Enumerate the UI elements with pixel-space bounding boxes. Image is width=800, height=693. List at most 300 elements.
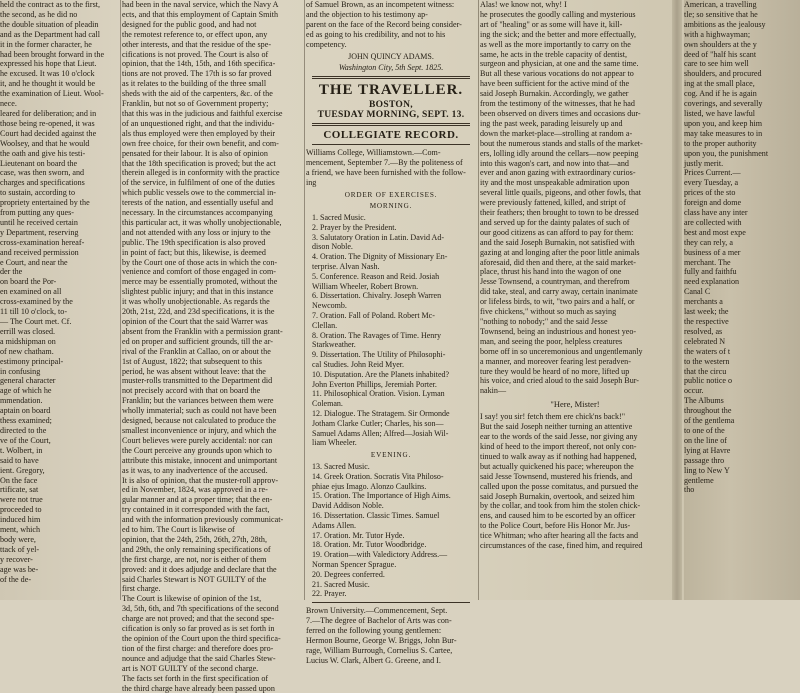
evening-exercises [306,462,476,599]
text-line: Court had decided against the [0,128,97,138]
text-line: as it relates to the building of the three small [122,79,267,89]
text-line: of new chatham. [0,346,54,356]
signature: JOHN QUINCY ADAMS. [348,51,434,61]
text-line: own shoulders at the y [684,39,757,49]
text-line: said to have [0,455,39,465]
text-line: y recover- [0,554,33,564]
police-court-text-continued [480,412,670,551]
text-line: The facts set forth in the first specification of [122,673,269,683]
text-line: 3. Salutatory Oration in Latin. David Ad- [312,232,444,242]
text-line: It is also of opinion, that the muster-roll approv- [122,475,279,485]
text-line: "nothing to nobody;" and the said Jesse [480,317,608,326]
text-line: merchants a [684,297,723,307]
text-line: thess examined; [0,416,52,426]
text-line: not precisely accord with that on board the [122,386,261,396]
masthead: THE TRAVELLER. [318,82,464,99]
text-line: Franklin, but not so of Government property; [122,99,269,109]
text-line: said Joseph Burnakin. Accordingly, we gather [480,89,629,99]
text-line: borne off in so unceremonious and ungentlemanly [480,346,643,356]
text-line: opinion of the Court that the said Warrer was [122,317,268,326]
court-martial-opinion-text [122,0,302,693]
text-line: had been brought forward in the [0,49,105,59]
text-line: parent on the face of the Record being consider- [306,19,462,29]
text-line: Jotham Clarke Cutler; Charles, his son— [312,418,444,428]
text-line: celebrated N [684,336,726,346]
text-line: But the said Joseph neither turning an attentive [480,422,633,432]
text-line: a friend, we have been furnished with the follow- [306,168,466,178]
text-line: the second, as he did no [0,9,78,19]
text-line: 16. Dissertation. Classic Times. Samuel [312,511,440,521]
text-line: Coleman. [312,399,343,409]
text-line: 13. Sacred Music. [312,462,370,472]
text-line: ed in November, 1824, was approved in a re- [122,485,268,495]
text-line: held the contract as to the first, [0,0,101,9]
text-line: phiae ejus Imago. Alonzo Caulkins. [312,481,427,491]
text-line: but actually quickened his pace; whereupon the [480,461,634,471]
text-line: induced him [0,515,41,525]
text-line: he excused. It was 10 o'clock [0,69,95,79]
page-fold [672,0,682,600]
text-line: down the market-place—strolling at random a- [480,128,633,138]
text-line: aforesaid, did then and there, at the said market- [480,257,636,267]
text-line: estimony principal- [0,356,64,366]
text-line: bout the numerous stands and stalls of the market- [480,138,643,148]
text-line: rival of the Franklin at Callao, on or about the [122,346,271,356]
column-1 [0,0,118,600]
text-line: have been sufficient for the active mind of the [480,79,630,89]
text-line: ing at the small place, [684,79,755,89]
text-line: leared for deliberation; and in [0,108,97,118]
text-line: competency. [306,39,347,49]
column-rule [478,0,479,600]
text-line: art is NOT GUILTY of the second charge. [122,663,259,673]
text-line: Lucius W. Clark, Albert G. Greene, and I. [306,655,441,665]
text-line: Franklin; but the variances between them were [122,396,274,406]
text-line: American, a travelling [684,0,757,9]
text-line: 9. Dissertation. The Utility of Philosophi- [312,350,446,360]
divider [312,76,470,79]
text-line: his voice, and cried aloud to the said Joseph Bur- [480,376,639,386]
column-5-text [684,0,800,495]
text-line: pensated for their labour. It is also of opinion [122,148,268,158]
text-line: 11 till 10 o'clock, to- [0,307,68,317]
text-line: tions are not proved. The 17th is so far proved [122,69,272,79]
text-line: ling to New Y [684,465,730,475]
text-line: it was wholly unobjectionable. As regards the [122,297,270,307]
text-line: errill was closed. [0,326,56,336]
text-line: they can rely, a [684,237,733,247]
text-line: or lifeless birds, to wit, "two pairs and a half, or [480,297,635,307]
evening-heading: EVENING. [370,451,412,460]
text-line: expressed his hope that Lieut. [0,59,97,69]
text-line: as well as the more importantly to carry on the [480,39,631,49]
text-line: fully and faithfu [684,267,737,277]
text-line: surgeon and physician, at one and the same time. [480,59,639,69]
text-line: to the Police Court, before His Honor Mr. Jus- [480,521,631,531]
text-line: age was be- [0,564,39,574]
text-line: proved: and it does adjudge and declare that the [122,564,277,574]
text-line: 5. Conference. Reason and Reid. Josiah [312,271,440,281]
text-line: to the proper authority [684,138,757,148]
text-line: ed to him. The Court is likewise of [122,525,235,535]
text-line: that the 18th specification is proved; but the act [122,158,276,168]
text-line: the remotest reference to, or effect upon, any [122,29,268,39]
text-line: cross-examined by the [0,297,73,307]
text-line: Jesse Townsend, a countryman, and therefrom [480,277,630,287]
text-line: the waters of t [684,346,731,356]
text-line: cification is only so far proved as is set forth in [122,624,275,634]
text-line: resolved, as [684,326,723,336]
text-line: to the western [684,356,730,366]
text-line: John Everton Phillips, Jeremiah Porter. [312,379,437,389]
text-line: liam Wheeler. [312,438,357,448]
text-line: e Court, and near the [0,257,68,267]
text-line: 3d, 5th, 6th, and 7th specifications of the second [122,604,279,614]
text-line: listed, we have lawful [684,108,756,118]
text-line: Clellan. [312,320,338,330]
text-line: necessary. In the circumstances accompanying [122,208,273,218]
text-line: did take, steal, and carry away, certain inanimate [480,287,638,297]
text-line: Prices Current.— [684,168,741,178]
text-line: and 29th, the only remaining specifications of [122,544,271,554]
column-1-text [0,0,118,584]
text-line: 10. Disputation. Are the Planets inhabited? [312,369,450,379]
text-line: 7.—The degree of Bachelor of Arts was con- [306,616,452,626]
text-line: foreign and dome [684,198,742,208]
text-line: the third charge have already been passed upon [122,683,275,693]
text-line: on the line of [684,435,727,445]
text-line: period, he was absent without leave: that the [122,366,266,376]
text-line: Woolsey, and that he would [0,138,90,148]
text-line: the oath and give his testi- [0,148,86,158]
text-line: that this was in the judicious and faithful exercise [122,108,283,118]
text-line: kind of heed to the import thereof, not only con- [480,441,637,451]
text-line: terprise. Alvan Nash. [312,261,380,271]
text-line: Newcomb. [312,301,347,311]
text-line: the double situation of pleadin [0,19,99,29]
text-line: the opinion of the Court upon the third specifica- [122,634,281,643]
text-line: shoulders, and procured [684,69,762,79]
text-line: 6. Dissertation. Chivalry. Joseph Warren [312,291,442,301]
text-line: proceeded to [0,505,42,515]
text-line: of the gentlema [684,416,735,426]
text-line: The Albums [684,396,724,406]
text-line: body were, [0,534,36,544]
text-line: 7. Oration. Fall of Poland. Robert Mc- [312,310,435,320]
text-line: a midshipman on [0,336,56,346]
text-line: same, he acts in the treble capacity of dentist, [480,49,627,59]
text-line: David Addison Noble. [312,501,384,511]
letter-excerpt [306,0,476,50]
text-line: directed to the [0,425,47,435]
text-line: were previously fattened, killed, and stript of [480,198,626,208]
text-line: general character [0,376,56,386]
text-line: Samuel Adams Allen; Alfred—Josiah Wil- [312,428,449,438]
text-line: t. Wolbert, in [0,445,43,455]
text-line: age of which he [0,386,52,396]
text-line: prices of the sto [684,188,736,198]
text-line: said Charles Stewart is NOT GUILTY of the [122,574,267,584]
text-line: with a highwayman; [684,29,751,39]
text-line: upon you, the punishment [684,148,769,158]
text-line: and received permission [0,247,79,257]
text-line: ambitions as the jealousy [684,19,766,29]
section-heading: COLLEGIATE RECORD. [323,129,459,142]
text-line: last week; the [684,307,729,317]
text-line: passage thro [684,455,725,465]
text-line: been observed on divers times and occasions dur- [480,108,641,118]
text-line: by the Court one of those acts in which the con- [122,257,278,267]
morning-exercises [306,213,476,448]
text-line: slightest public injury; and that in this instance [122,287,274,297]
text-line: I say! you sir! fetch them ere chick'ns back!" [480,412,625,422]
column-rule [304,0,305,600]
text-line: several little quails, pigeons, and other fowls, that [480,188,641,198]
text-line: 4. Oration. The Dignity of Missionary En- [312,252,448,262]
text-line: ing [306,178,317,188]
text-line: merce may be essentially promoted, without the [122,277,278,287]
text-line: Lieutenant on board the [0,158,78,168]
text-line: tle; so sensitive that he [684,9,758,19]
text-line: may take measures to in [684,128,763,138]
text-line: On the face [0,475,38,485]
text-line: and as the Department had call [0,29,101,39]
signature-place: Washington City, 5th Sept. 1825. [338,63,444,73]
text-line: to sustain, according to [0,188,76,198]
text-line: ers, lolling idly around the cellars—now peeping [480,148,639,158]
text-line: are collected with [684,217,742,227]
dateline-city: BOSTON, [369,100,413,111]
text-line: and not attended with any loss or injury to the [122,227,271,237]
text-line: ttack of yel- [0,544,40,554]
text-line: to one of the [684,425,725,435]
text-line: Canal C [684,287,711,297]
text-line: a manner, and moreover fearing lest peradven- [480,356,631,366]
text-line: art of "healing" or as some will have it, kill- [480,19,623,29]
text-line: of the service, in fulfilment of one of the duties [122,178,275,188]
text-line: mmendation. [0,396,43,406]
text-line: and with the information previously communicat- [122,515,284,525]
text-line: sheds with the aid of the carpenters, &c. of the [122,89,273,99]
text-line: their feathers; then brought to town to be dressed [480,208,639,218]
text-line: — The Court met. Cf. [0,317,72,326]
divider [312,602,470,603]
text-line: upon you, and keep him [684,118,763,128]
text-line: occur. [684,386,704,396]
text-line: the Court perceive any grounds upon which to [122,445,272,455]
text-line: public notice o [684,376,733,386]
text-line: mencement, September 7.—By the politeness of [306,158,463,168]
text-line: those being re-opened, it was [0,118,95,128]
text-line: ed as going to his credibility, and not to his [306,29,446,39]
text-line: therein alleged is in conformity with the practice [122,168,280,178]
text-line: from the testimony of the witnesses, that he had [480,99,635,109]
text-line: he prosecutes the goodly calling and mysterious [480,9,636,19]
text-line: this particular act, it was wholly unobjectionable, [122,217,282,227]
text-line: deed of "half his scant [684,49,757,59]
text-line: 12. Dialogue. The Stratagem. Sir Ormonde [312,408,450,418]
text-line: man, and seeing the poor, helpless creatures [480,336,623,346]
text-line: 19. Oration—with Valedictory Address.— [312,550,448,560]
text-line: Adams Allen. [312,520,356,530]
text-line: designed, because not calculated to produce the [122,416,276,426]
text-line: smallest inconvenience or injury, and which the [122,425,277,435]
text-line: But all these various vocations do not appear to [480,69,634,79]
text-line: and the said Joseph Burnakin, not satisfied with [480,237,635,247]
text-line: our good citizens as can afford to pay for them: [480,227,634,237]
text-line: the examination of Lieut. Wool- [0,89,104,99]
text-line: had been in the naval service, which the Navy A [122,0,279,9]
text-line: 17. Oration. Mr. Tutor Hyde. [312,530,405,540]
text-line: ear to the words of the said Jesse, nor giving any [480,432,638,442]
text-line: by the collar, and took from him the stolen chick- [480,501,641,511]
text-line: en examined on all [0,287,62,297]
text-line: ing the sick; and the better and more effectually, [480,29,636,39]
text-line: ve of the Court, [0,435,51,445]
text-line: tion of the first charge: and therefore does pro- [122,643,274,653]
text-line: attribute this mistake, innocent and unimportant [122,455,278,465]
text-line: nece. [0,99,17,109]
text-line: gentleme [684,475,714,485]
text-line: cifications is not proved. The Court is also of [122,49,269,59]
text-line: Alas! we know not, why! I [480,0,567,9]
column-2 [122,0,302,693]
text-line: five chickens," without so much as saying [480,307,617,317]
text-line: nakin— [480,386,507,396]
text-line: Williams College, Williamstown.—Com- [306,148,441,158]
text-line: tice Whitman; who after hearing all the facts and [480,531,639,541]
text-line: The Court is likewise of opinion of the 1st, [122,594,262,604]
text-line: rage, William Burrough, Cornelius S. Cartee, [306,645,453,655]
text-line: propriety entertained by the [0,198,90,208]
text-line: 1st of August, 1822; that subsequent to this [122,356,262,366]
text-line: it, and he thought it would be [0,79,96,89]
text-line: of Samuel Brown, as an incompetent witness: [306,0,455,9]
brown-university-text [306,606,476,665]
column-3 [306,0,476,665]
text-line: said Joseph Burnakin, overtook, and seized him [480,491,635,501]
text-line: Starkweather. [312,340,356,350]
column-5 [684,0,800,600]
text-line: cal Studies. John Reid Myer. [312,359,404,369]
text-line: nounce and adjudge that the said Charles Stew- [122,653,276,663]
text-line: Court believes were purely accidental: nor can [122,435,273,445]
divider [312,123,470,126]
text-line: lying at Havre [684,445,731,455]
text-line: rtificate, sat [0,485,39,495]
text-line: said Jesse Townsend, mustered his friends, and [480,471,633,481]
text-line: als thus employed were then employed by their [122,128,276,138]
text-line: in confusing [0,366,41,376]
text-line: 8. Oration. The Ravages of Time. Henry [312,330,441,340]
text-line: business of a mer [684,247,741,257]
text-line: public. The 19th specification is also proved [122,237,266,247]
text-line: cog. And if he is again [684,89,757,99]
text-line: ity and the most unspeakable admiration upon [480,178,630,188]
text-line: place, thrust his hand into the wagon of one [480,267,622,277]
text-line: cross-examination hereaf- [0,237,85,247]
text-line: charge are not proved; and that the second spe- [122,614,275,624]
text-line: wholly immaterial; such as could not have been [122,406,277,416]
text-line: as it was, to any inadvertence of the accused. [122,465,268,475]
column-4 [480,0,670,600]
text-line: the first charge, are not, nor is either of them [122,554,267,564]
text-line: 14. Greek Oration. Socratis Vita Philoso- [312,471,444,481]
morning-heading: MORNING. [369,201,413,210]
text-line: circumstances of the case, fined him, and required [480,541,643,551]
text-line: 22. Prayer. [312,589,347,599]
text-line: 20. Degrees conferred. [312,569,385,579]
text-line: own free choice, for their own benefit, and com- [122,138,279,148]
text-line: every Tuesday, a [684,178,739,188]
text-line: the respective [684,317,729,326]
text-line: called upon the posse comitatus, and pursued the [480,481,639,491]
text-line: terests of the nation, and essentially useful and [122,198,274,208]
intro-text [306,148,476,188]
text-line: until he received certain [0,217,78,227]
text-line: in point of fact; but this, likewise, is deemed [122,247,266,257]
text-line: of an unquestioned right, and that the individu- [122,118,275,128]
text-line: 20th, 21st, 22d, and 23d specifications, it is the [122,307,275,317]
text-line: opinion, that the 24th, 25th, 26th, 27th, 28th, [122,534,268,544]
text-line: 11. Philosophical Oration. Vision. Lyman [312,389,445,399]
text-line: venience and comfort of those engaged in com- [122,267,276,277]
text-line: ects, and that this employment of Captain Smith [122,9,279,19]
text-line: first charge. [122,584,161,594]
text-line: justly merit. [684,158,724,168]
text-line: gazing at and longing after the poor little animals [480,247,640,257]
order-heading: ORDER OF EXERCISES. [344,190,438,199]
text-line: dison Noble. [312,242,353,252]
text-line: Norman Spencer Sprague. [312,560,397,570]
text-line: case, was then sworn, and [0,168,85,178]
text-line: were not true [0,495,43,505]
text-line: it in the former character, he [0,39,92,49]
text-line: 18. Oration. Mr. Tutor Woodbridge. [312,540,427,550]
text-line: William Wheeler, Robert Brown. [312,281,419,291]
text-line: der the [0,267,23,277]
text-line: into this wagon's cart, and now into that—and [480,158,629,168]
text-line: which public vessels owe to the commercial in- [122,188,276,198]
text-line: Townsend, being an industrious and honest yeo- [480,326,637,336]
text-line: Hermon Bourne, George W. Briggs, John Bur- [306,635,457,645]
text-line: 15. Oration. The Importance of High Aims. [312,491,451,501]
text-line: care to see him well [684,59,749,69]
text-line: ens, and caused him to be escorted by an officer [480,511,636,521]
text-line: Brown University.—Commencement, Sept. [306,606,448,616]
text-line: absent from the Franklin with a permission grant- [122,326,283,336]
text-line: need explanation [684,277,740,287]
text-line: ient. Gregory, [0,465,45,475]
text-line: ever and anon gazing with extraordinary curios- [480,168,636,178]
text-line: charges and specifications [0,178,85,188]
text-line: that the circu [684,366,727,376]
text-line: from putting any ques- [0,208,74,218]
text-line: and served up for the dainty palates of such of [480,217,630,227]
text-line: ed on proper and sufficient grounds, till the ar- [122,336,273,346]
divider [312,144,470,145]
text-line: y Department, reserving [0,227,79,237]
police-court-text [480,0,670,396]
text-line: on board the Por- [0,277,57,287]
text-line: aptain on board [0,406,51,416]
text-line: ferred on the following young gentlemen: [306,626,442,636]
text-line: try contained in it corresponded with the fact, [122,505,270,515]
text-line: designed for the public good, and had not [122,19,257,29]
text-line: best and most expe [684,227,746,237]
text-line: other interests, and that the residue of the spe- [122,39,272,49]
text-line: opinion, that the 14th, 15th, and 16th specifica- [122,59,276,69]
